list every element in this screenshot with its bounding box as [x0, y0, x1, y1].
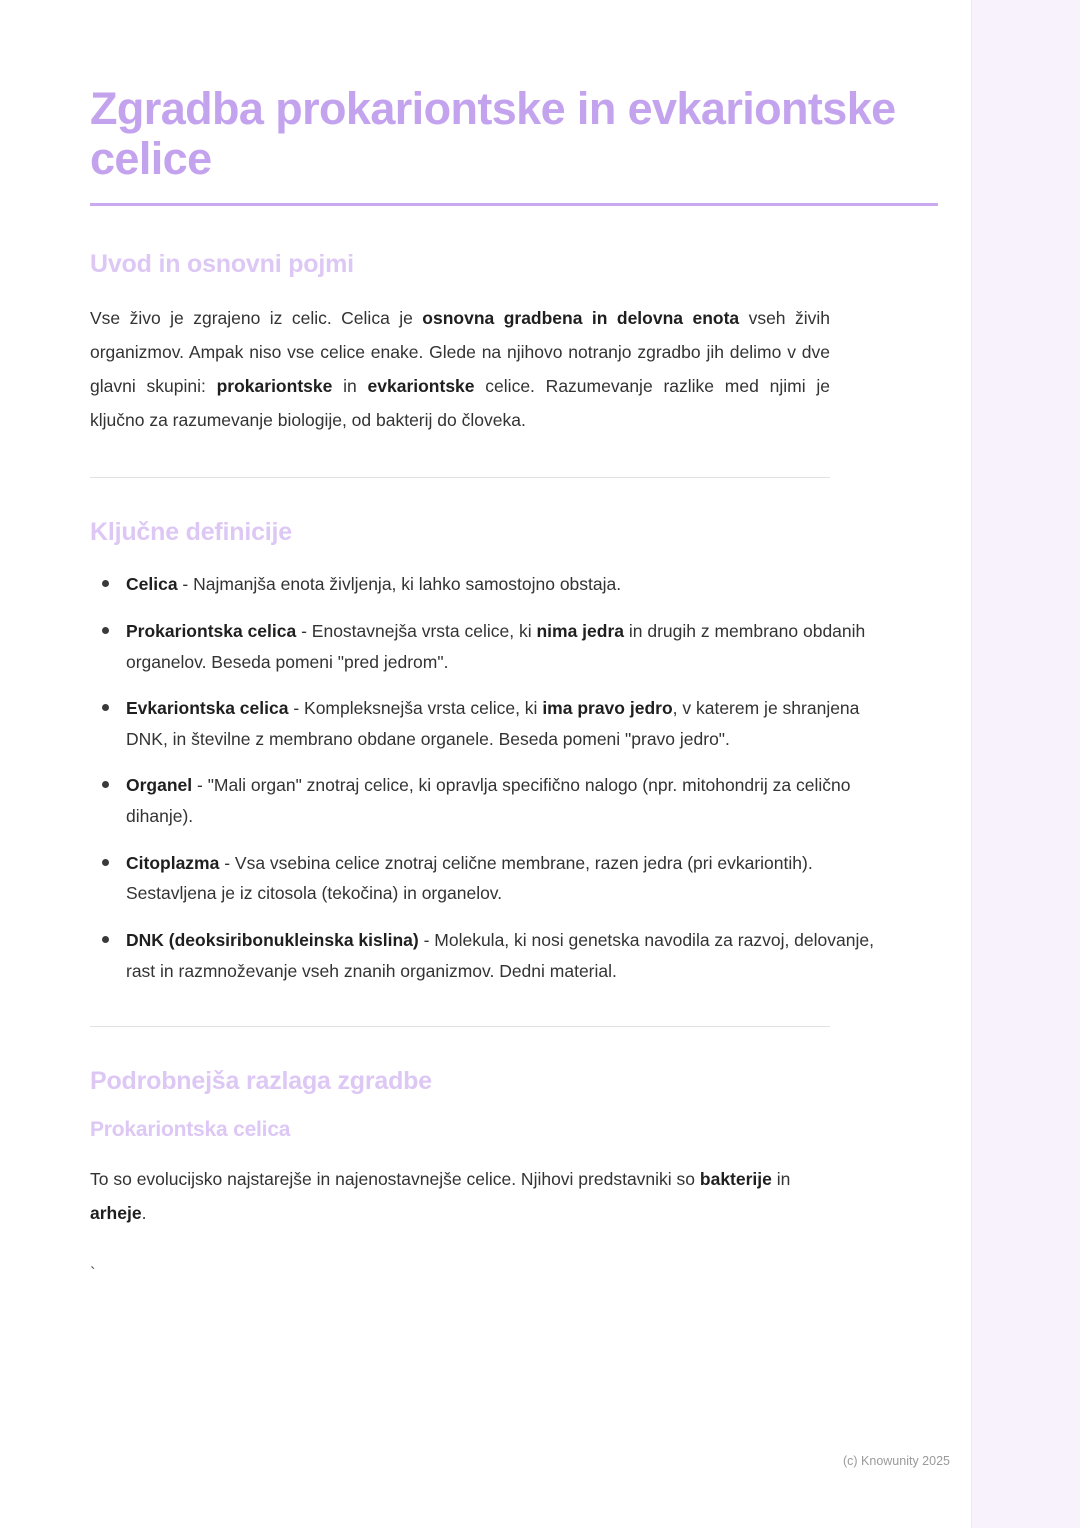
list-item: Organel - "Mali organ" znotraj celice, ki opravlja specifično nalogo (npr. mitohondrij za celično dihanje).	[90, 770, 886, 831]
list-item: Prokariontska celica - Enostavnejša vrsta celice, ki nima jedra in drugih z membrano obdanih organelov. Beseda pomeni "pred jedrom".	[90, 616, 886, 677]
section-divider-1	[90, 477, 830, 478]
section-heading-definitions: Ključne definicije	[90, 518, 293, 547]
trailing-marker: `	[90, 1264, 96, 1284]
list-item: Celica - Najmanjša enota življenja, ki lahko samostojno obstaja.	[90, 569, 886, 600]
prokaryote-paragraph: To so evolucijsko najstarejše in najenostavnejše celice. Njihovi predstavniki so bakterije in arheje.	[90, 1169, 791, 1224]
list-item: Citoplazma - Vsa vsebina celice znotraj celične membrane, razen jedra (pri evkariontih). Sestavljena je iz citosola (tekočina) in organelov.	[90, 848, 886, 909]
document-content	[90, 84, 938, 1284]
list-item: DNK (deoksiribonukleinska kislina) - Molekula, ki nosi genetska navodila za razvoj, delovanje, rast in razmnoževanje vseh znanih organizmov. Dedni material.	[90, 925, 886, 986]
page-title: Zgradba prokariontske in evkariontske celice	[90, 83, 896, 185]
list-item: Evkariontska celica - Kompleksnejša vrsta celice, ki ima pravo jedro, v katerem je shranjena DNK, in številne z membrano obdane organele. Beseda pomeni "pravo jedro".	[90, 693, 886, 754]
footer-credit: (c) Knowunity 2025	[842, 1454, 950, 1468]
page-side-strip	[971, 0, 1080, 1528]
intro-paragraph: Vse živo je zgrajeno iz celic. Celica je osnovna gradbena in delovna enota vseh živih organizmov. Ampak niso vse celice enake. Glede na njihovo notranjo zgradbo jih delimo v dve glavni skupini: prokariontske in evkariontske celice. Razumevanje razlike med njimi je ključno za razumevanje biologije, od bakterij do človeka.	[90, 307, 830, 431]
section-heading-structure: Podrobnejša razlaga zgradbe	[90, 1067, 432, 1096]
title-divider	[90, 203, 938, 206]
subsection-heading-prokaryote: Prokariontska celica	[90, 1118, 291, 1142]
section-divider-2	[90, 1026, 830, 1027]
section-heading-intro: Uvod in osnovni pojmi	[90, 249, 354, 278]
definitions-list	[90, 569, 938, 986]
